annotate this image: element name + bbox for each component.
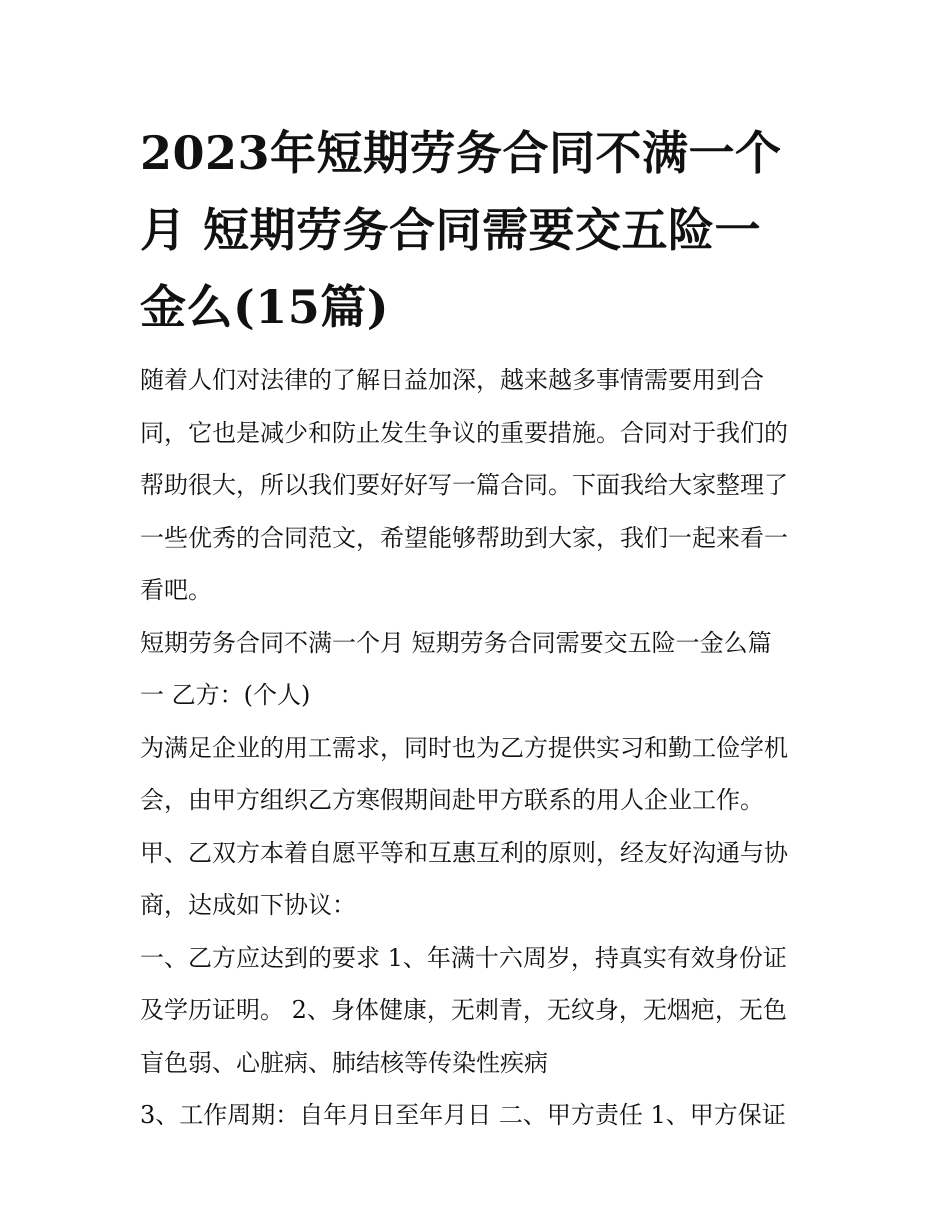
text-line: 同，它也是减少和防止发生争议的重要措施。合同对于我们的 [140,418,788,447]
text-line: 甲、乙双方本着自愿平等和互惠互利的原则，经友好沟通与协 [140,838,788,867]
text-line: 商，达成如下协议： [140,891,356,919]
text-line: 一 乙方：(个人) [140,681,311,709]
document-page [140,115,812,1142]
body-paragraph [140,1089,812,1142]
body-paragraph [140,722,812,827]
text-line: 看吧。 [140,576,212,604]
text-line: 为满足企业的用工需求，同时也为乙方提供实习和勤工俭学机 [140,733,788,762]
body-paragraph [140,827,812,932]
title-line: 月 短期劳务合同需要交五险一 [140,203,762,257]
text-line: 会，由甲方组织乙方寒假期间赴甲方联系的用人企业工作。 [140,786,764,814]
text-line: 一、乙方应达到的要求 1、年满十六周岁，持真实有效身份证 [140,943,787,972]
intro-paragraph [140,354,812,617]
text-line: 3、工作周期：自年月日至年月日 二、甲方责任 1、甲方保证 [140,1101,786,1129]
text-line: 盲色弱、心脏病、肺结核等传染性疾病 [140,1048,548,1077]
text-line: 随着人们对法律的了解日益加深，越来越多事情需要用到合 [140,366,764,394]
text-line: 短期劳务合同不满一个月 短期劳务合同需要交五险一金么篇 [140,628,772,657]
text-line: 帮助很大，所以我们要好好写一篇合同。下面我给大家整理了 [140,471,788,499]
document-title [140,115,812,346]
section-heading-paragraph [140,617,812,722]
text-line: 一些优秀的合同范文，希望能够帮助到大家，我们一起来看一 [140,523,788,552]
title-line: 2023年短期劳务合同不满一个 [140,126,782,180]
title-line: 金么(15篇) [140,280,390,334]
text-line: 及学历证明。 2、身体健康，无刺青，无纹身，无烟疤，无色 [140,996,787,1024]
body-paragraph [140,932,812,1090]
